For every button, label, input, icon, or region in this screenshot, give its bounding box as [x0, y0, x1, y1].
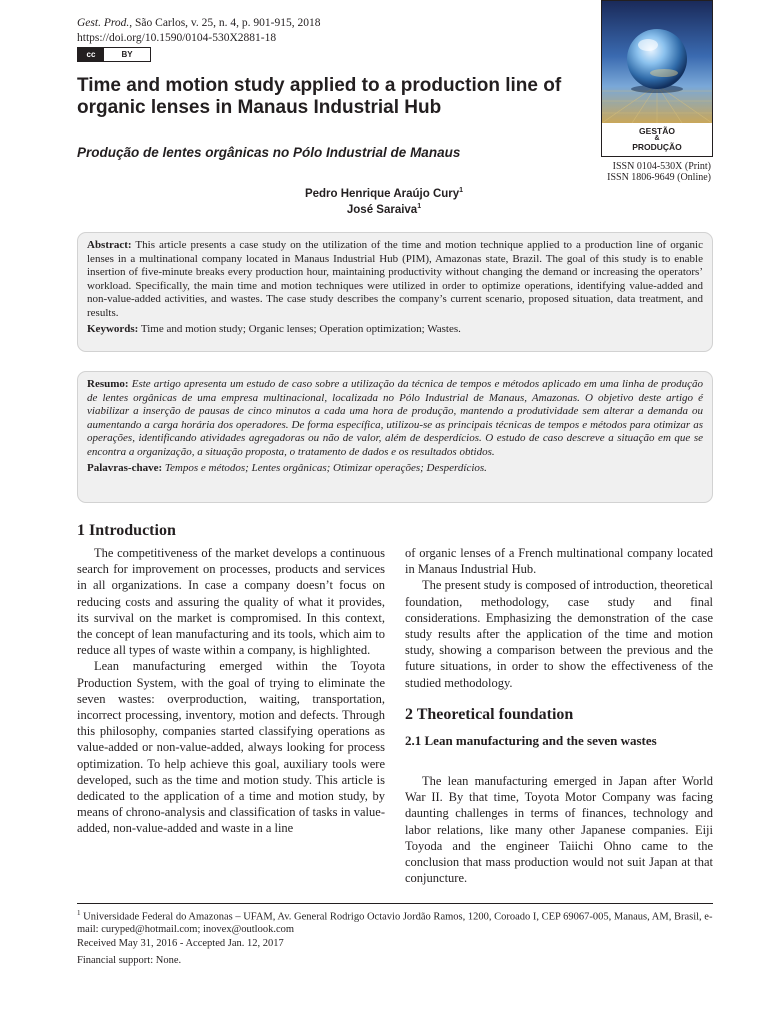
author-2[interactable]: José Saraiva$^1$	[346, 203, 422, 216]
section-2-heading: 2 Theoretical foundation	[405, 706, 574, 723]
by-label: BY	[121, 50, 133, 59]
section-2-1-heading: 2.1 Lean manufacturing and the seven wastes	[405, 733, 657, 748]
palavras-chave-label: Palavras-chave:	[87, 462, 163, 474]
journal-volume-info: , São Carlos, v. 25, n. 4, p. 901-915, 2018	[129, 17, 321, 29]
issn-print: ISSN 0104-530X (Print)	[612, 161, 711, 172]
section-2-1-body	[405, 773, 713, 886]
paragraph: The present study is composed of introduction, theoretical foundation, methodology, case study and final considerations. Emphasizing the demonstration of the case study results after the application of the time and motion study, showing a comparison between the previous and the future situations, in order to show the effectiveness of the studied methodology.	[405, 578, 713, 690]
crystal-sphere-cover-image	[602, 1, 712, 123]
right-column	[405, 545, 713, 691]
paragraph: The competitiveness of the market develops a continuous search for improvement on processes, products and services in all organizations. In case a company doesn’t focus on reducing costs and assuring the quality of what it provides, its survival on the market is compromised. In this context, the concept of lean manufacturing and its tools, which aim to reduce all types of waste within a company, is highlighted.	[77, 546, 385, 658]
paragraph: Lean manufacturing emerged within the Toyota Production System, with the goal of trying to eliminate the seven wastes: overproduction, waiting, transportation, incorrect processing, inventory, motion and defects. Through this philosophy, companies started classifying operations as value-added or non-value-added, always looking for process optimization. To help achieve this goal, auxiliary tools were developed, such as the time and motion study. This article is dedicated to the application of a time and motion study, by means of chrono-analysis and classification of tasks in value-added, non-value-added and waste in a line	[77, 659, 385, 836]
keywords-label: Keywords:	[87, 323, 139, 335]
journal-name: Gest. Prod.	[77, 17, 130, 29]
abstract-text: Abstract: This article presents a case study on the utilization of the time and motion technique applied to a production line of organic lenses in a multinational company located in Manaus Industrial Hub (PIM), Amazonas state, Brazil. The goal of this study is to enable insertion of five-minute breaks every production hour, maintaining productivity without changing the demand or increasing the operators’ workload. Specifically, the main time and motion techniques were utilized in order to optimize operations, identifying value-added and non-value-added activities, and wastes. The case study describes the company’s current scenario, proposed situation, data treatment, and results.	[87, 239, 703, 319]
article-title: Time and motion study applied to a production line of organic lenses in Manaus Industrial Hub	[77, 75, 562, 118]
resumo-label: Resumo:	[87, 378, 129, 390]
author-1[interactable]: Pedro Henrique Araújo Cury$^1$	[304, 187, 464, 200]
received-dates: Received May 31, 2016 - Accepted Jan. 12, 2017	[77, 938, 284, 949]
footnote-divider	[77, 903, 713, 904]
paragraph: The lean manufacturing emerged in Japan after World War II. By that time, Toyota Motor Company was facing daunting challenges in terms of finances, technology and labor relations, like many other Japanese companies. Eiji Toyoda and the engineer Taiichi Ohno came to the conclusion that mass production would not suit Japan at that conjuncture.	[405, 774, 713, 886]
left-column	[77, 545, 385, 837]
doi-link[interactable]: https://doi.org/10.1590/0104-530X2881-18	[77, 32, 277, 44]
cc-icon: cc	[78, 48, 104, 61]
cover-title: GESTÃO & PRODUÇÃO	[632, 126, 682, 152]
issn-online: ISSN 1806-9649 (Online)	[607, 172, 711, 183]
section-1-heading: 1 Introduction	[77, 522, 176, 539]
financial-support: Financial support: None.	[77, 955, 182, 966]
journal-cover-logo	[601, 0, 713, 157]
article-subtitle-pt: Produção de lentes orgânicas no Pólo Industrial de Manaus	[77, 145, 461, 160]
journal-citation	[77, 17, 321, 29]
paragraph: of organic lenses of a French multinational company located in Manaus Industrial Hub.	[405, 546, 713, 577]
palavras-chave: Palavras-chave: Tempos e métodos; Lentes orgânicas; Otimizar operações; Desperdícios.	[87, 462, 487, 474]
resumo-box	[77, 371, 713, 503]
abstract-label: Abstract:	[87, 239, 132, 251]
affiliation-footnote: $^1$ Universidade Federal do Amazonas – UFAM, Av. General Rodrigo Octavio Jordão Ramos, 1200, Coroado I, CEP 69067-005, Manaus, AM, Brasil, e-mail: curyped@hotmail.com; inovex@outlook.com	[77, 909, 713, 935]
cc-by-license-badge[interactable]	[77, 47, 151, 62]
resumo-text: Resumo: Este artigo apresenta um estudo de caso sobre a utilização da técnica de tempos e métodos aplicado em uma linha de produção de lentes orgânicas de uma empresa multinacional, localizada no Pólo Industrial de Manaus, Amazonas. O objetivo deste artigo é viabilizar a inserção de pausas de cinco minutos a cada uma hora de produção, mantendo a produtividade sem alterar a demanda ou aumentando a carga horária dos operadores. De forma específica, utilizou-se as principais técnicas de tempos e métodos para otimizar as operações, identificando atividades agregadoras ou não de valor, além de desperdícios. O estudo de caso descreve a situação em que se encontra a organização, a situação proposta, o tratamento de dados e os resultados obtidos.	[87, 378, 704, 458]
abstract-box	[77, 232, 713, 352]
keywords: Keywords: Time and motion study; Organic lenses; Operation optimization; Wastes.	[87, 323, 461, 335]
